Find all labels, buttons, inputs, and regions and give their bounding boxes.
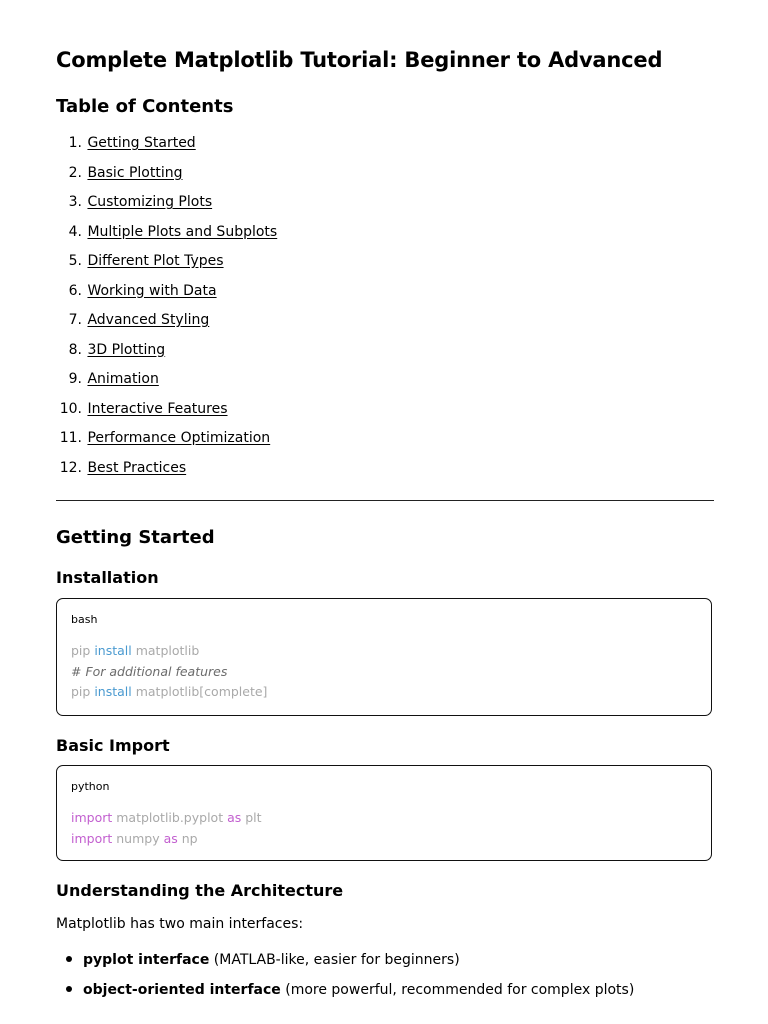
subheading-basic-import: Basic Import xyxy=(56,736,170,755)
toc-number: 7. xyxy=(68,312,82,328)
code-block-basic-import[interactable] xyxy=(56,765,712,861)
toc-number: 11. xyxy=(59,430,82,446)
toc-number: 6. xyxy=(68,282,82,299)
toc-number: 9. xyxy=(68,371,82,387)
toc-number: 3. xyxy=(68,194,82,210)
toc-link-getting-started[interactable]: Getting Started xyxy=(87,135,196,151)
toc-number: 1. xyxy=(68,135,82,151)
code-line: pip install matplotlib xyxy=(71,643,200,658)
toc-link-plot-types[interactable]: Different Plot Types xyxy=(87,253,224,269)
toc-number: 2. xyxy=(68,164,82,181)
toc-link-multiple-plots[interactable]: Multiple Plots and Subplots xyxy=(87,223,278,240)
toc-link-performance[interactable]: Performance Optimization xyxy=(87,430,271,446)
section-heading-getting-started: Getting Started xyxy=(56,527,215,548)
toc-item xyxy=(56,308,277,338)
toc-number: 12. xyxy=(59,459,82,476)
subheading-architecture: Understanding the Architecture xyxy=(56,881,344,900)
interfaces-list xyxy=(56,948,634,1007)
toc-item xyxy=(56,161,277,191)
toc-link-interactive-features[interactable]: Interactive Features xyxy=(87,400,228,417)
list-item: pyplot interface (MATLAB-like, easier for beginners) xyxy=(56,948,634,978)
toc-item xyxy=(56,426,277,456)
toc-heading: Table of Contents xyxy=(56,96,234,117)
toc-item xyxy=(56,338,277,368)
code-block-installation[interactable] xyxy=(56,598,712,716)
toc-item xyxy=(56,190,277,220)
code-comment: # For additional features xyxy=(71,663,228,679)
toc-link-3d-plotting[interactable]: 3D Plotting xyxy=(87,341,166,358)
code-line: import matplotlib.pyplot as plt xyxy=(71,810,262,825)
toc-item xyxy=(56,279,277,309)
toc-link-working-with-data[interactable]: Working with Data xyxy=(87,282,217,299)
code-line: pip install matplotlib[complete] xyxy=(71,684,268,699)
list-item: object-oriented interface (more powerful, recommended for complex plots) xyxy=(56,978,634,1008)
horizontal-divider xyxy=(56,500,714,501)
toc-number: 8. xyxy=(68,341,82,358)
subheading-installation: Installation xyxy=(56,568,159,587)
toc-number: 4. xyxy=(68,223,82,240)
toc-link-best-practices[interactable]: Best Practices xyxy=(87,459,187,476)
toc-item xyxy=(56,131,277,161)
toc-link-advanced-styling[interactable]: Advanced Styling xyxy=(87,312,210,328)
toc-link-basic-plotting[interactable]: Basic Plotting xyxy=(87,164,183,181)
code-language-label: bash xyxy=(71,613,98,626)
bullet-icon xyxy=(66,986,72,992)
toc-item xyxy=(56,249,277,279)
architecture-intro: Matplotlib has two main interfaces: xyxy=(56,916,304,932)
table-of-contents xyxy=(56,131,277,485)
toc-number: 10. xyxy=(59,400,82,417)
code-line: import numpy as np xyxy=(71,830,198,846)
code-language-label: python xyxy=(71,780,110,793)
toc-item xyxy=(56,220,277,250)
bullet-icon xyxy=(66,956,72,962)
toc-item xyxy=(56,367,277,397)
toc-item xyxy=(56,456,277,486)
toc-link-customizing-plots[interactable]: Customizing Plots xyxy=(87,194,213,210)
toc-number: 5. xyxy=(68,253,82,269)
toc-link-animation[interactable]: Animation xyxy=(87,371,159,387)
page-title: Complete Matplotlib Tutorial: Beginner to Advanced xyxy=(56,48,663,72)
toc-item xyxy=(56,397,277,427)
